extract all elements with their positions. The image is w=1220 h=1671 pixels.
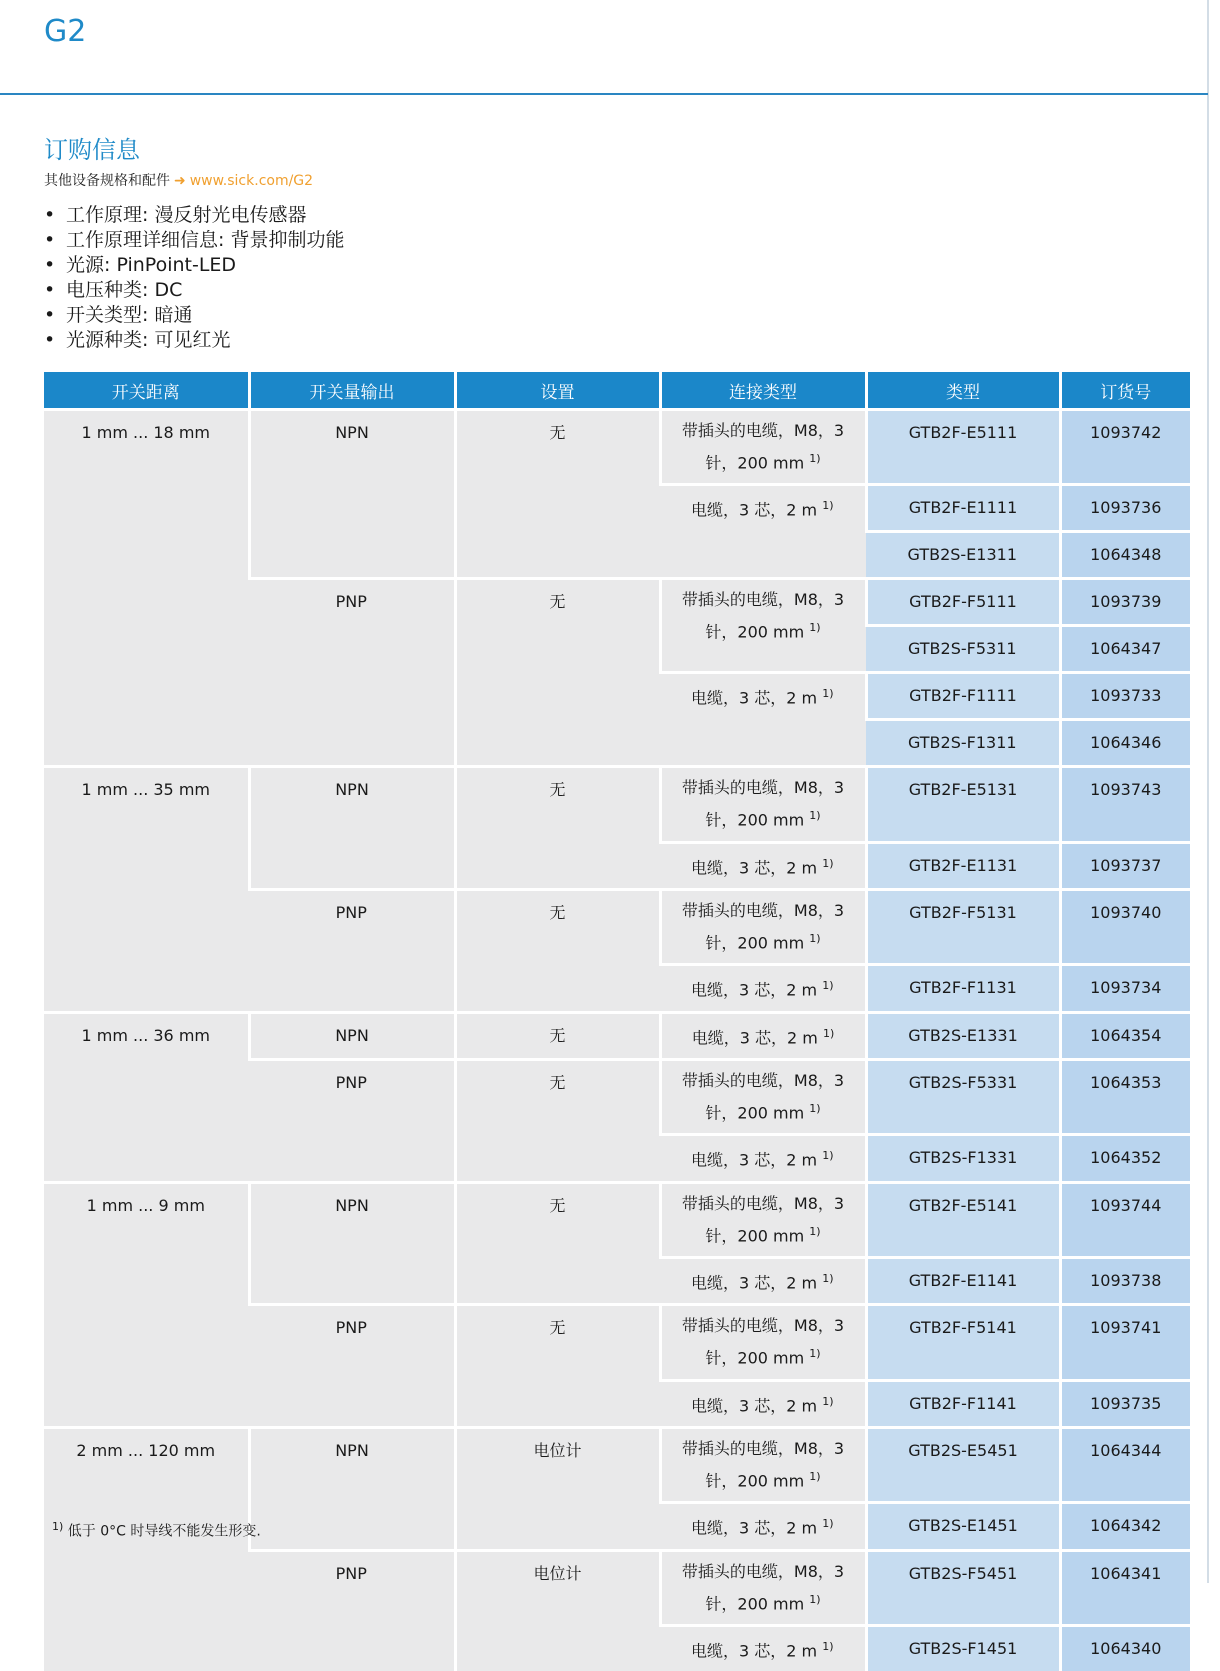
cell-type: GTB2F-E1131 [866, 842, 1060, 889]
cell-setting: 无 [455, 1059, 660, 1182]
col-header-setting: 设置 [455, 372, 660, 410]
cell-output: NPN [249, 1427, 455, 1550]
cell-type: GTB2F-F5131 [866, 889, 1060, 964]
cell-order-number: 1093734 [1060, 965, 1190, 1012]
cell-order-number: 1093740 [1060, 889, 1190, 964]
page-edge-line [1207, 0, 1209, 1583]
cell-connection: 带插头的电缆，M8，3 针，200 mm $^{1)}$ [660, 767, 866, 842]
cell-output: NPN [249, 410, 455, 579]
cell-order-number: 1093739 [1060, 579, 1190, 626]
cell-connection: 带插头的电缆，M8，3 针，200 mm $^{1)}$ [660, 1550, 866, 1625]
cell-setting: 无 [455, 579, 660, 767]
cell-type: GTB2S-E5451 [866, 1427, 1060, 1502]
cell-connection: 电缆，3 芯，2 m $^{1)}$ [660, 1257, 866, 1304]
cell-type: GTB2F-F5111 [866, 579, 1060, 626]
bullet-icon: • [44, 229, 56, 251]
cell-connection: 电缆，3 芯，2 m $^{1)}$ [660, 1625, 866, 1671]
cell-output: PNP [249, 889, 455, 1012]
cell-order-number: 1093738 [1060, 1257, 1190, 1304]
cell-order-number: 1093735 [1060, 1380, 1190, 1427]
cell-setting: 无 [455, 1012, 660, 1059]
cell-connection: 电缆，3 芯，2 m $^{1)}$ [660, 1135, 866, 1182]
cell-output: NPN [249, 767, 455, 890]
feature-item: • 电压种类: DC [44, 279, 183, 301]
cell-connection: 电缆，3 芯，2 m $^{1)}$ [660, 1380, 866, 1427]
cell-type: GTB2F-F1111 [866, 673, 1060, 720]
feature-item: • 开关类型: 暗通 [44, 304, 193, 326]
cell-type: GTB2F-F1141 [866, 1380, 1060, 1427]
feature-item: • 工作原理: 漫反射光电传感器 [44, 204, 307, 226]
feature-list [44, 203, 344, 353]
subline-text: 其他设备规格和配件 [44, 173, 170, 189]
cell-order-number: 1064352 [1060, 1135, 1190, 1182]
cell-output: NPN [249, 1012, 455, 1059]
order-table [44, 372, 1190, 1671]
cell-type: GTB2F-E5141 [866, 1182, 1060, 1257]
cell-type: GTB2S-F5331 [866, 1059, 1060, 1134]
cell-order-number: 1064348 [1060, 532, 1190, 579]
arrow-right-icon: ➜ [174, 173, 186, 189]
cell-output: PNP [249, 579, 455, 767]
cell-type: GTB2S-F1311 [866, 720, 1060, 767]
cell-type: GTB2S-F5451 [866, 1550, 1060, 1625]
cell-connection: 电缆，3 芯，2 m $^{1)}$ [660, 1503, 866, 1550]
cell-order-number: 1064347 [1060, 626, 1190, 673]
cell-type: GTB2S-E1451 [866, 1503, 1060, 1550]
cell-distance: 2 mm ... 120 mm [44, 1427, 249, 1671]
cell-order-number: 1093741 [1060, 1305, 1190, 1380]
cell-order-number: 1093742 [1060, 410, 1190, 485]
table-row [44, 1182, 1190, 1257]
col-header-type: 类型 [866, 372, 1060, 410]
cell-connection: 电缆，3 芯，2 m $^{1)}$ [660, 842, 866, 889]
feature-item: • 光源种类: 可见红光 [44, 329, 231, 351]
cell-order-number: 1093736 [1060, 485, 1190, 532]
col-header-order-number: 订货号 [1060, 372, 1190, 410]
cell-type: GTB2S-E1311 [866, 532, 1060, 579]
cell-setting: 电位计 [455, 1550, 660, 1671]
table-row [44, 767, 1190, 842]
cell-type: GTB2S-F5311 [866, 626, 1060, 673]
cell-order-number: 1064341 [1060, 1550, 1190, 1625]
cell-connection: 带插头的电缆，M8，3 针，200 mm $^{1)}$ [660, 1427, 866, 1502]
cell-connection: 带插头的电缆，M8，3 针，200 mm $^{1)}$ [660, 1305, 866, 1380]
cell-setting: 无 [455, 1182, 660, 1305]
cell-order-number: 1064353 [1060, 1059, 1190, 1134]
cell-connection: 电缆，3 芯，2 m $^{1)}$ [660, 485, 866, 579]
bullet-icon: • [44, 254, 56, 276]
cell-type: GTB2S-E1331 [866, 1012, 1060, 1059]
col-header-distance: 开关距离 [44, 372, 249, 410]
page-header-title: G2 [44, 14, 87, 49]
cell-type: GTB2F-E1141 [866, 1257, 1060, 1304]
cell-type: GTB2F-E1111 [866, 485, 1060, 532]
cell-setting: 电位计 [455, 1427, 660, 1550]
cell-connection: 带插头的电缆，M8，3 针，200 mm $^{1)}$ [660, 1059, 866, 1134]
cell-type: GTB2S-F1451 [866, 1625, 1060, 1671]
cell-order-number: 1064340 [1060, 1625, 1190, 1671]
cell-type: GTB2F-E5131 [866, 767, 1060, 842]
cell-output: NPN [249, 1182, 455, 1305]
bullet-icon: • [44, 279, 56, 301]
cell-type: GTB2F-F5141 [866, 1305, 1060, 1380]
cell-output: PNP [249, 1305, 455, 1428]
cell-connection: 带插头的电缆，M8，3 针，200 mm $^{1)}$ [660, 410, 866, 485]
cell-type: GTB2F-E5111 [866, 410, 1060, 485]
cell-order-number: 1093744 [1060, 1182, 1190, 1257]
cell-setting: 无 [455, 1305, 660, 1428]
table-row [44, 410, 1190, 485]
section-title: 订购信息 [44, 136, 140, 164]
subline [44, 170, 313, 190]
cell-connection: 带插头的电缆，M8，3 针，200 mm $^{1)}$ [660, 579, 866, 673]
cell-output: PNP [249, 1059, 455, 1182]
cell-setting: 无 [455, 767, 660, 890]
cell-order-number: 1093737 [1060, 842, 1190, 889]
cell-distance: 1 mm ... 35 mm [44, 767, 249, 1012]
cell-order-number: 1093733 [1060, 673, 1190, 720]
cell-order-number: 1064344 [1060, 1427, 1190, 1502]
cell-order-number: 1064354 [1060, 1012, 1190, 1059]
table-row [44, 1427, 1190, 1502]
cell-connection: 带插头的电缆，M8，3 针，200 mm $^{1)}$ [660, 1182, 866, 1257]
cell-distance: 1 mm ... 18 mm [44, 410, 249, 767]
footnote [52, 1520, 261, 1541]
cell-output: PNP [249, 1550, 455, 1671]
cell-setting: 无 [455, 889, 660, 1012]
cell-order-number: 1064342 [1060, 1503, 1190, 1550]
cell-connection: 电缆，3 芯，2 m $^{1)}$ [660, 1012, 866, 1059]
bullet-icon: • [44, 329, 56, 351]
col-header-output: 开关量输出 [249, 372, 455, 410]
cell-order-number: 1064346 [1060, 720, 1190, 767]
feature-item: • 光源: PinPoint-LED [44, 254, 237, 276]
header-divider [0, 93, 1208, 95]
cell-connection: 带插头的电缆，M8，3 针，200 mm $^{1)}$ [660, 889, 866, 964]
table-header-row [44, 372, 1190, 410]
col-header-connection: 连接类型 [660, 372, 866, 410]
bullet-icon: • [44, 304, 56, 326]
bullet-icon: • [44, 204, 56, 226]
footnote-mark: 1) [52, 1520, 64, 1533]
cell-type: GTB2S-F1331 [866, 1135, 1060, 1182]
feature-item: • 工作原理详细信息: 背景抑制功能 [44, 229, 345, 251]
product-link[interactable]: www.sick.com/G2 [189, 173, 314, 189]
cell-setting: 无 [455, 410, 660, 579]
cell-distance: 1 mm ... 36 mm [44, 1012, 249, 1182]
cell-type: GTB2F-F1131 [866, 965, 1060, 1012]
table-row [44, 1012, 1190, 1059]
cell-order-number: 1093743 [1060, 767, 1190, 842]
cell-distance: 1 mm ... 9 mm [44, 1182, 249, 1427]
cell-connection: 电缆，3 芯，2 m $^{1)}$ [660, 965, 866, 1012]
cell-connection: 电缆，3 芯，2 m $^{1)}$ [660, 673, 866, 767]
footnote-text: 低于 0°C 时导线不能发生形变. [67, 1523, 261, 1540]
